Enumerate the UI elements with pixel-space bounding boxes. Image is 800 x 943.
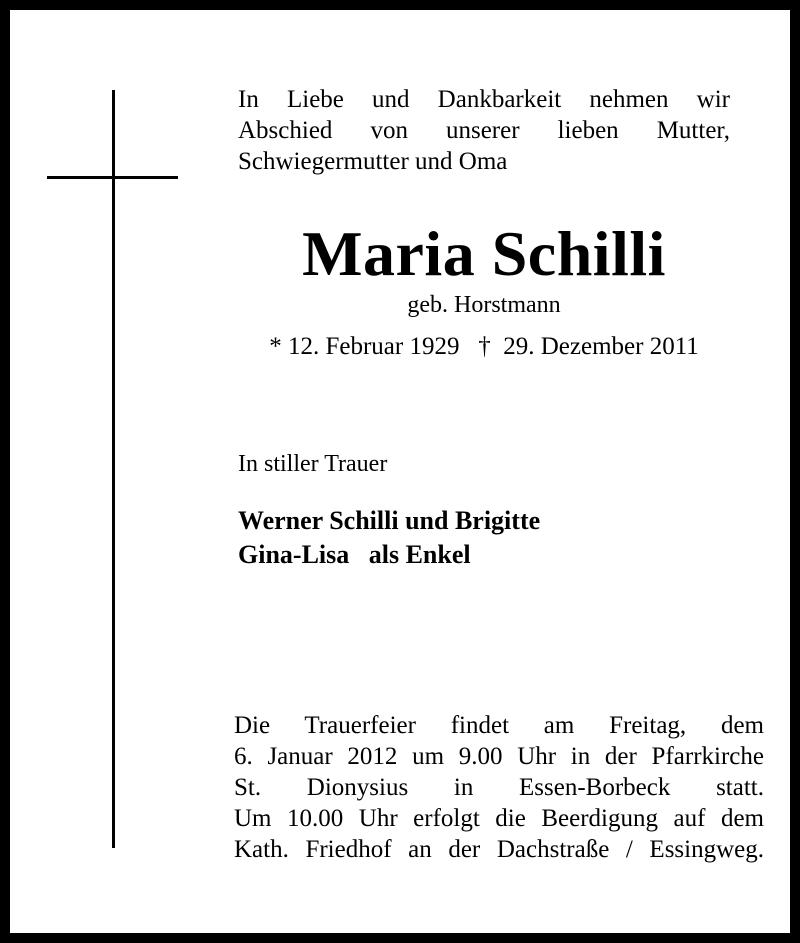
cross-vertical-bar xyxy=(112,90,115,848)
cross-horizontal-bar xyxy=(47,176,178,179)
life-dates: * 12. Februar 1929 † 29. Dezember 2011 xyxy=(269,333,699,360)
mourning-label: In stiller Trauer xyxy=(238,451,388,477)
service-line: 6. Januar 2012 um 9.00 Uhr in der Pfarrkirche xyxy=(234,743,764,770)
maiden-name: geb. Horstmann xyxy=(407,292,561,318)
service-line: Die Trauerfeier findet am Freitag, dem xyxy=(234,712,764,739)
deceased-name: Maria Schilli xyxy=(302,218,666,289)
service-line: Um 10.00 Uhr erfolgt die Beerdigung auf dem xyxy=(234,805,764,832)
service-line: St. Dionysius in Essen-Borbeck statt. xyxy=(234,774,764,801)
intro-line: Abschied von unserer lieben Mutter, xyxy=(238,117,730,144)
intro-line: Schwiegermutter und Oma xyxy=(238,148,508,175)
family-line: Werner Schilli und Brigitte xyxy=(238,506,541,535)
intro-line: In Liebe und Dankbarkeit nehmen wir xyxy=(238,86,730,113)
family-line: Gina-Lisa als Enkel xyxy=(238,540,471,569)
intro-text xyxy=(238,84,730,177)
funeral-service-info xyxy=(234,710,764,865)
family-names xyxy=(238,504,540,572)
service-line: Kath. Friedhof an der Dachstraße / Essingweg. xyxy=(234,836,764,863)
